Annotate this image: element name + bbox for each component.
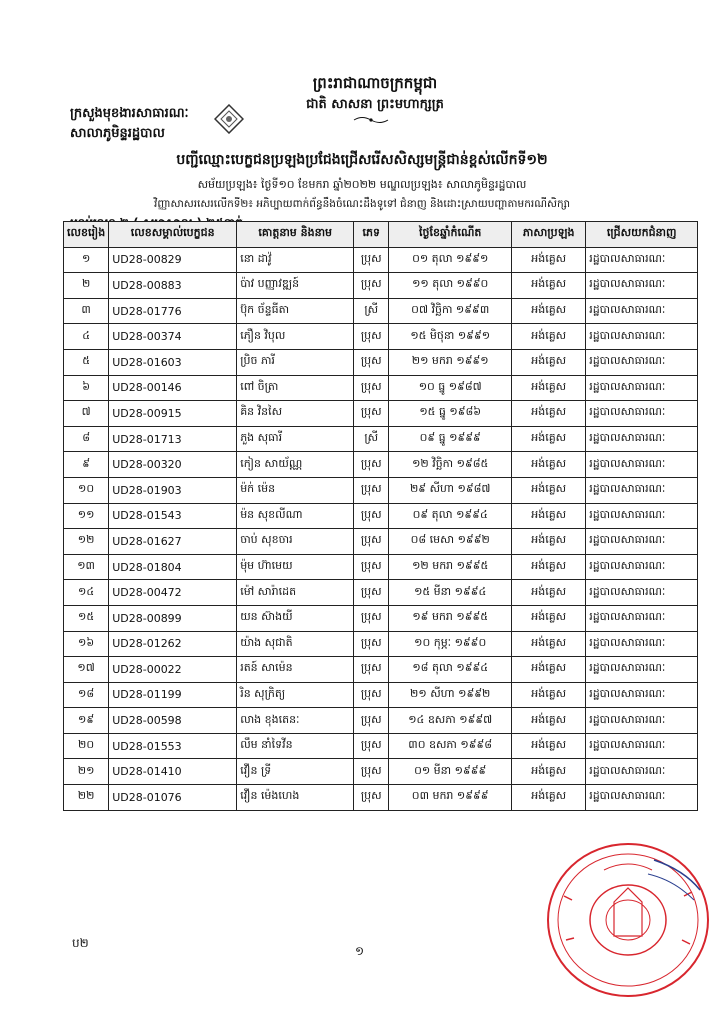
cell-row-number: ២ xyxy=(64,273,109,299)
cell-row-number: ៤ xyxy=(64,324,109,350)
cell-specialization: រដ្ឋបាលសាធារណៈ xyxy=(586,375,698,401)
col-header-candidate-id: លេខសម្គាល់បេក្ខជន xyxy=(109,222,237,248)
ministry-block xyxy=(70,104,189,144)
cell-specialization: រដ្ឋបាលសាធារណៈ xyxy=(586,554,698,580)
cell-exam-language: អង់គ្លេស xyxy=(512,631,586,657)
cell-gender: ប្រុស xyxy=(354,503,389,529)
cell-candidate-id: UD28-01076 xyxy=(109,785,237,811)
cell-candidate-id: UD28-01199 xyxy=(109,682,237,708)
cell-gender: ស្រី xyxy=(354,298,389,324)
exam-subject-line: វិញ្ញាសាសរសេរលើកទី២៖ អភិប្បាយពាក់ព័ន្ធនឹងចំណេះដឹងទូទៅ ជំនាញ និងដោះស្រាយបញ្ហាតាមករណីសិក្សា xyxy=(153,198,571,210)
cell-candidate-name: ប្រិច ភារី xyxy=(237,349,354,375)
table-row xyxy=(64,324,698,350)
cell-gender: ប្រុស xyxy=(354,247,389,273)
cell-gender: ប្រុស xyxy=(354,605,389,631)
cell-exam-language: អង់គ្លេស xyxy=(512,349,586,375)
table-row xyxy=(64,349,698,375)
cell-row-number: ៩ xyxy=(64,452,109,478)
cell-birth-date: ០៩ ធ្នូ ១៩៩៩ xyxy=(389,426,512,452)
cell-candidate-id: UD28-01603 xyxy=(109,349,237,375)
cell-gender: ប្រុស xyxy=(354,324,389,350)
table-row xyxy=(64,682,698,708)
official-seal-stamp xyxy=(544,840,712,1000)
cell-birth-date: ២១ មករា ១៩៩១ xyxy=(389,349,512,375)
cell-birth-date: ០៣ មករា ១៩៩៩ xyxy=(389,785,512,811)
cell-row-number: ២០ xyxy=(64,733,109,759)
table-row xyxy=(64,503,698,529)
cell-row-number: ១០ xyxy=(64,477,109,503)
cell-row-number: ១៨ xyxy=(64,682,109,708)
cell-row-number: ១៥ xyxy=(64,605,109,631)
cell-candidate-id: UD28-00883 xyxy=(109,273,237,299)
cell-exam-language: អង់គ្លេស xyxy=(512,452,586,478)
cell-specialization: រដ្ឋបាលសាធារណៈ xyxy=(586,631,698,657)
cell-row-number: ១៧ xyxy=(64,657,109,683)
cell-candidate-id: UD28-01903 xyxy=(109,477,237,503)
cell-gender: ប្រុស xyxy=(354,401,389,427)
cell-specialization: រដ្ឋបាលសាធារណៈ xyxy=(586,657,698,683)
cell-birth-date: ០៧ វិច្ឆិកា ១៩៩៣ xyxy=(389,298,512,324)
cell-row-number: ៨ xyxy=(64,426,109,452)
cell-candidate-id: UD28-01713 xyxy=(109,426,237,452)
table-row xyxy=(64,273,698,299)
cell-candidate-name: គិន វិនសៃ xyxy=(237,401,354,427)
cell-birth-date: ០៨ មេសា ១៩៩២ xyxy=(389,529,512,555)
cell-candidate-name: កៀន សាយ័ណ្ណ xyxy=(237,452,354,478)
table-row xyxy=(64,733,698,759)
cell-candidate-name: ប៊ុក ច័ន្ទធីតា xyxy=(237,298,354,324)
col-header-specialization: ជ្រើសយកជំនាញ xyxy=(586,222,698,248)
cell-exam-language: អង់គ្លេស xyxy=(512,273,586,299)
cell-birth-date: ២៩ សីហា ១៩៨៧ xyxy=(389,477,512,503)
cell-specialization: រដ្ឋបាលសាធារណៈ xyxy=(586,298,698,324)
col-header-birthdate: ថ្ងៃខែឆ្នាំកំណើត xyxy=(389,222,512,248)
table-row xyxy=(64,759,698,785)
cell-row-number: ២១ xyxy=(64,759,109,785)
cell-candidate-name: វឿន ម៉េងហេង xyxy=(237,785,354,811)
ministry-logo-icon xyxy=(214,104,244,134)
cell-candidate-name: វឿន ទ្រី xyxy=(237,759,354,785)
cell-birth-date: ១៥ មិថុនា ១៩៩១ xyxy=(389,324,512,350)
cell-candidate-name: លឹម នាំទៃវីន xyxy=(237,733,354,759)
cell-candidate-id: UD28-01776 xyxy=(109,298,237,324)
cell-gender: ប្រុស xyxy=(354,477,389,503)
cell-gender: ប្រុស xyxy=(354,682,389,708)
cell-birth-date: ១៥ មីនា ១៩៩៤ xyxy=(389,580,512,606)
cell-birth-date: ១៥ ធ្នូ ១៩៨៦ xyxy=(389,401,512,427)
table-row xyxy=(64,426,698,452)
cell-candidate-name: ភឿន វិបុល xyxy=(237,324,354,350)
cell-candidate-id: UD28-01262 xyxy=(109,631,237,657)
cell-gender: ប្រុស xyxy=(354,657,389,683)
cell-candidate-name: ម៉ន សុខលីណា xyxy=(237,503,354,529)
cell-gender: ប្រុស xyxy=(354,708,389,734)
cell-row-number: ៥ xyxy=(64,349,109,375)
ministry-name: ក្រសួងមុខងារសាធារណៈ xyxy=(70,106,189,121)
cell-candidate-name: ពៅ ចិត្រា xyxy=(237,375,354,401)
cell-row-number: ២២ xyxy=(64,785,109,811)
cell-exam-language: អង់គ្លេស xyxy=(512,682,586,708)
cell-specialization: រដ្ឋបាលសាធារណៈ xyxy=(586,785,698,811)
cell-candidate-name: លាង ខុងតេនៈ xyxy=(237,708,354,734)
cell-gender: ប្រុស xyxy=(354,529,389,555)
exam-session-line: សម័យប្រឡង៖ ថ្ងៃទី១០ ខែមករា ឆ្នាំ២០២២ មណ្ឌលប្រឡង៖ សាលាភូមិន្ទរដ្ឋបាល xyxy=(197,178,527,191)
cell-birth-date: ១២ វិច្ឆិកា ១៩៨៥ xyxy=(389,452,512,478)
cell-birth-date: ១០ កុម្ភៈ ១៩៩០ xyxy=(389,631,512,657)
cell-birth-date: ១២ មករា ១៩៩៥ xyxy=(389,554,512,580)
cell-gender: ប្រុស xyxy=(354,631,389,657)
cell-birth-date: ១៨ តុលា ១៩៩៤ xyxy=(389,657,512,683)
cell-gender: ប្រុស xyxy=(354,273,389,299)
table-row xyxy=(64,529,698,555)
cell-row-number: ១១ xyxy=(64,503,109,529)
table-row xyxy=(64,708,698,734)
kingdom-heading: ព្រះរាជាណាចក្រកម្ពុជា xyxy=(312,74,438,92)
cell-row-number: ១២ xyxy=(64,529,109,555)
cell-exam-language: អង់គ្លេស xyxy=(512,503,586,529)
table-row xyxy=(64,605,698,631)
cell-candidate-id: UD28-00915 xyxy=(109,401,237,427)
cell-exam-language: អង់គ្លេស xyxy=(512,759,586,785)
table-row xyxy=(64,298,698,324)
cell-specialization: រដ្ឋបាលសាធារណៈ xyxy=(586,759,698,785)
cell-exam-language: អង់គ្លេស xyxy=(512,529,586,555)
document-title: បញ្ជីឈ្មោះបេក្ខជនប្រឡងប្រជែងជ្រើសរើសសិស្សមន្ត្រីជាន់ខ្ពស់លើកទី១២ xyxy=(176,152,548,168)
table-row xyxy=(64,554,698,580)
cell-candidate-name: រតន៍ សាម៉េន xyxy=(237,657,354,683)
cell-candidate-id: UD28-01804 xyxy=(109,554,237,580)
cell-gender: ប្រុស xyxy=(354,452,389,478)
cell-specialization: រដ្ឋបាលសាធារណៈ xyxy=(586,273,698,299)
cell-gender: ស្រី xyxy=(354,426,389,452)
cell-gender: ប្រុស xyxy=(354,759,389,785)
cell-row-number: ១៦ xyxy=(64,631,109,657)
cell-candidate-name: យន ស៊ាងយី xyxy=(237,605,354,631)
cell-row-number: ៦ xyxy=(64,375,109,401)
cell-candidate-id: UD28-00374 xyxy=(109,324,237,350)
cell-specialization: រដ្ឋបាលសាធារណៈ xyxy=(586,452,698,478)
col-header-number: លេខរៀង xyxy=(64,222,109,248)
cell-candidate-name: ចាប់ សុខចារ xyxy=(237,529,354,555)
cell-birth-date: ១៤ ឧសភា ១៩៩៧ xyxy=(389,708,512,734)
col-header-name: គោត្តនាម និងនាម xyxy=(237,222,354,248)
cell-specialization: រដ្ឋបាលសាធារណៈ xyxy=(586,477,698,503)
cell-row-number: ១៣ xyxy=(64,554,109,580)
cell-specialization: រដ្ឋបាលសាធារណៈ xyxy=(586,401,698,427)
cell-gender: ប្រុស xyxy=(354,733,389,759)
cell-candidate-id: UD28-01553 xyxy=(109,733,237,759)
cell-birth-date: ២១ សីហា ១៩៩២ xyxy=(389,682,512,708)
cell-specialization: រដ្ឋបាលសាធារណៈ xyxy=(586,682,698,708)
cell-candidate-name: យ៉ាង សុជាតិ xyxy=(237,631,354,657)
cell-candidate-id: UD28-01627 xyxy=(109,529,237,555)
cell-specialization: រដ្ឋបាលសាធារណៈ xyxy=(586,529,698,555)
cell-birth-date: ១០ ធ្នូ ១៩៨៧ xyxy=(389,375,512,401)
cell-row-number: ៧ xyxy=(64,401,109,427)
cell-specialization: រដ្ឋបាលសាធារណៈ xyxy=(586,324,698,350)
table-header-row xyxy=(64,222,698,248)
cell-exam-language: អង់គ្លេស xyxy=(512,785,586,811)
cell-candidate-name: ម៉ក់ ម៉េន xyxy=(237,477,354,503)
cell-candidate-id: UD28-01543 xyxy=(109,503,237,529)
table-row xyxy=(64,657,698,683)
cell-candidate-name: ប៉ាវ បញ្ញាវឌ្ឍន៍ xyxy=(237,273,354,299)
candidate-table xyxy=(63,221,698,811)
cell-specialization: រដ្ឋបាលសាធារណៈ xyxy=(586,708,698,734)
cell-specialization: រដ្ឋបាលសាធារណៈ xyxy=(586,580,698,606)
cell-birth-date: ១៩ មករា ១៩៩៥ xyxy=(389,605,512,631)
cell-exam-language: អង់គ្លេស xyxy=(512,708,586,734)
cell-exam-language: អង់គ្លេស xyxy=(512,580,586,606)
cell-row-number: ១៤ xyxy=(64,580,109,606)
table-row xyxy=(64,401,698,427)
cell-gender: ប្រុស xyxy=(354,349,389,375)
cell-candidate-id: UD28-00598 xyxy=(109,708,237,734)
cell-exam-language: អង់គ្លេស xyxy=(512,477,586,503)
table-row xyxy=(64,785,698,811)
table-row xyxy=(64,580,698,606)
cell-exam-language: អង់គ្លេស xyxy=(512,298,586,324)
cell-specialization: រដ្ឋបាលសាធារណៈ xyxy=(586,426,698,452)
cell-candidate-id: UD28-00829 xyxy=(109,247,237,273)
cell-gender: ប្រុស xyxy=(354,375,389,401)
cell-candidate-name: ភួង សុធារី xyxy=(237,426,354,452)
cell-specialization: រដ្ឋបាលសាធារណៈ xyxy=(586,247,698,273)
cell-gender: ប្រុស xyxy=(354,554,389,580)
cell-birth-date: ០១ តុលា ១៩៩១ xyxy=(389,247,512,273)
cell-exam-language: អង់គ្លេស xyxy=(512,733,586,759)
cell-exam-language: អង់គ្លេស xyxy=(512,401,586,427)
page-number: ១ xyxy=(355,944,365,958)
col-header-gender: ភេទ xyxy=(354,222,389,248)
table-row xyxy=(64,452,698,478)
col-header-language: ភាសាប្រឡង xyxy=(512,222,586,248)
table-body xyxy=(64,247,698,810)
school-name: សាលាភូមិន្ទរដ្ឋបាល xyxy=(70,126,165,141)
cell-specialization: រដ្ឋបាលសាធារណៈ xyxy=(586,349,698,375)
cell-specialization: រដ្ឋបាលសាធារណៈ xyxy=(586,503,698,529)
cell-birth-date: ០៩ តុលា ១៩៩៤ xyxy=(389,503,512,529)
cell-exam-language: អង់គ្លេស xyxy=(512,554,586,580)
cell-candidate-name: ម៉ុម ហ៊ាមេយ xyxy=(237,554,354,580)
cell-exam-language: អង់គ្លេស xyxy=(512,247,586,273)
cell-candidate-id: UD28-00899 xyxy=(109,605,237,631)
cell-gender: ប្រុស xyxy=(354,785,389,811)
cell-exam-language: អង់គ្លេស xyxy=(512,375,586,401)
cell-candidate-id: UD28-00320 xyxy=(109,452,237,478)
cell-birth-date: ០១ មីនា ១៩៩៩ xyxy=(389,759,512,785)
cell-birth-date: ៣០ ឧសភា ១៩៩៨ xyxy=(389,733,512,759)
cell-candidate-id: UD28-00022 xyxy=(109,657,237,683)
cell-row-number: ១ xyxy=(64,247,109,273)
cell-gender: ប្រុស xyxy=(354,580,389,606)
cell-specialization: រដ្ឋបាលសាធារណៈ xyxy=(586,605,698,631)
cell-candidate-name: រិន សុក្រិត្យ xyxy=(237,682,354,708)
cell-birth-date: ១១ តុលា ១៩៩០ xyxy=(389,273,512,299)
cell-exam-language: អង់គ្លេស xyxy=(512,426,586,452)
cell-candidate-id: UD28-00472 xyxy=(109,580,237,606)
table-row xyxy=(64,477,698,503)
form-code: ប២ xyxy=(72,936,89,950)
cell-exam-language: អង់គ្លេស xyxy=(512,657,586,683)
cell-row-number: ៣ xyxy=(64,298,109,324)
cell-candidate-id: UD28-01410 xyxy=(109,759,237,785)
cell-candidate-id: UD28-00146 xyxy=(109,375,237,401)
motto-heading: ជាតិ សាសនា ព្រះមហាក្សត្រ xyxy=(306,97,444,112)
cell-exam-language: អង់គ្លេស xyxy=(512,324,586,350)
table-row xyxy=(64,247,698,273)
cell-candidate-name: ម៉ៅ សារ៉ាដេត xyxy=(237,580,354,606)
table-row xyxy=(64,375,698,401)
cell-candidate-name: នោ ដាវ៉ូ xyxy=(237,247,354,273)
cell-specialization: រដ្ឋបាលសាធារណៈ xyxy=(586,733,698,759)
cell-exam-language: អង់គ្លេស xyxy=(512,605,586,631)
table-row xyxy=(64,631,698,657)
ornament-divider-icon xyxy=(352,115,390,125)
cell-row-number: ១៩ xyxy=(64,708,109,734)
